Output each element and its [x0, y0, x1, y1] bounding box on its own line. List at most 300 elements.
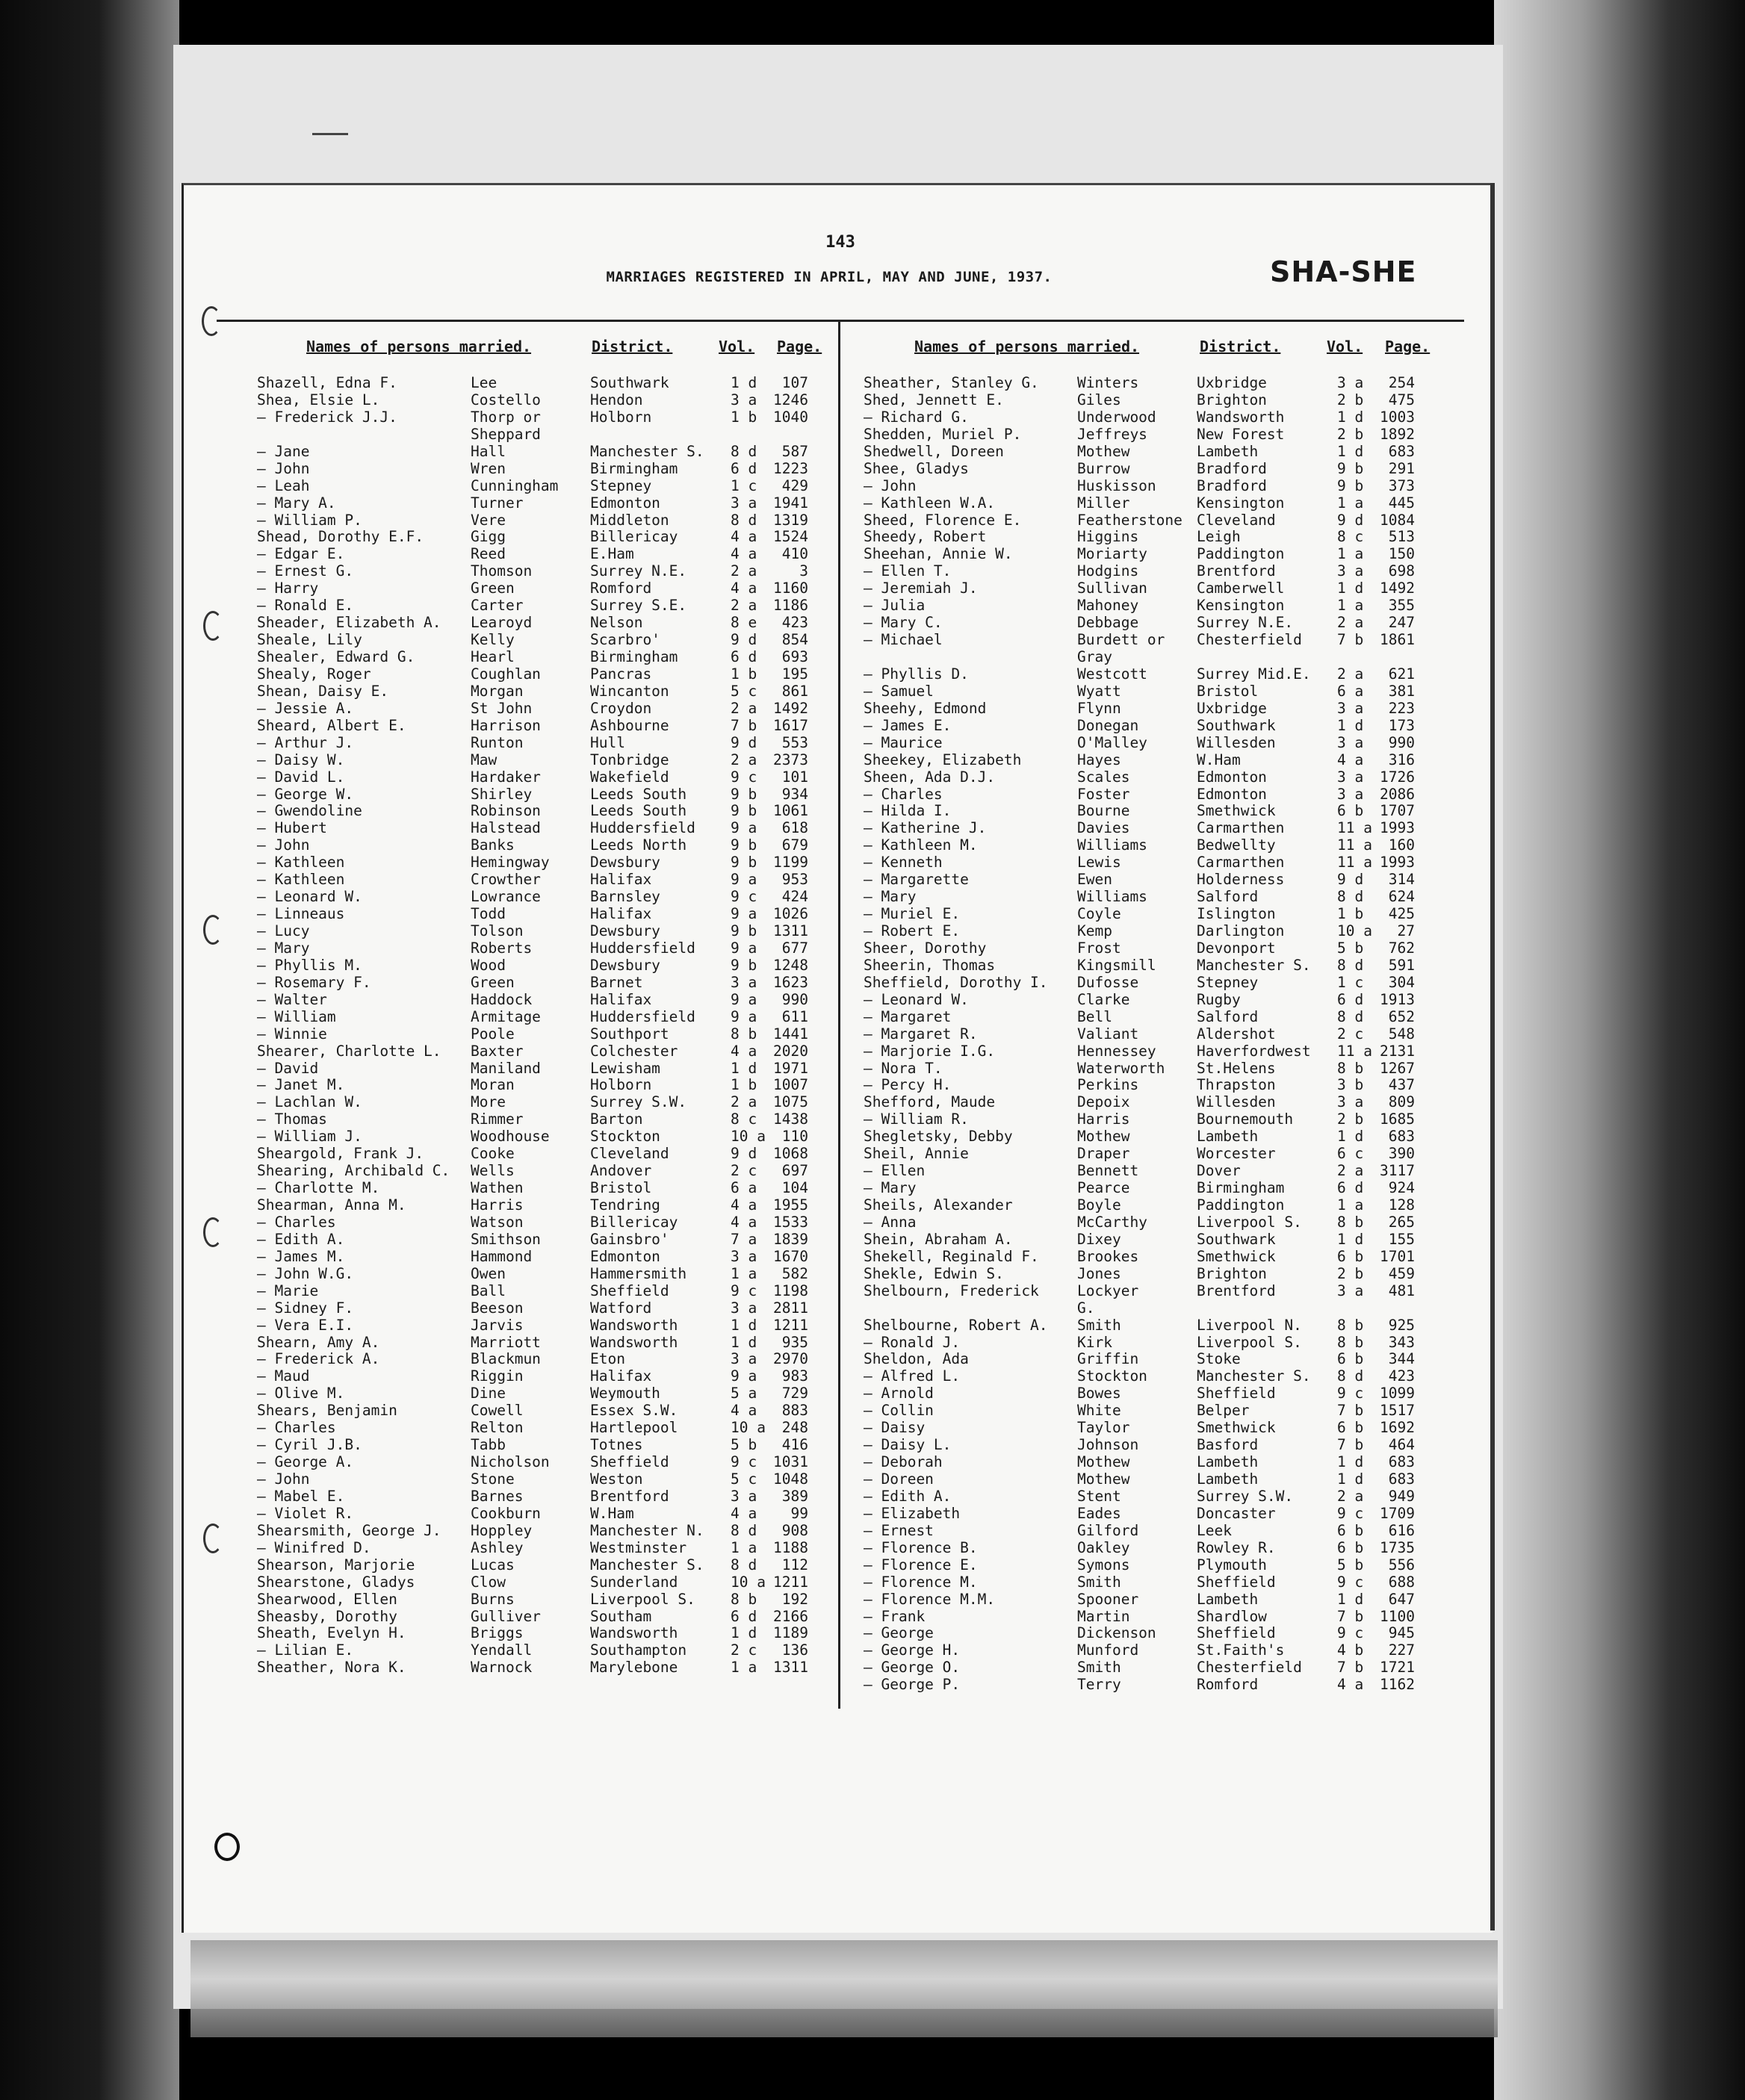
entry-district: Bradford: [1197, 459, 1267, 477]
scan-margin-right: [1494, 0, 1745, 2100]
entry-page: 128: [1388, 1196, 1415, 1214]
entry-volume: 9 a: [731, 871, 757, 889]
entry-volume: 3 a: [1337, 699, 1364, 717]
entry-spouse: Harris: [471, 1196, 524, 1214]
entry-volume: 9 b: [1337, 476, 1364, 494]
entry-page: 1186: [773, 597, 808, 615]
entry-spouse: White: [1077, 1402, 1121, 1420]
entry-page: 195: [781, 665, 808, 683]
entry-volume: 5 b: [1337, 939, 1364, 957]
entry-page: 429: [781, 476, 808, 494]
entry-name: — Phyllis D.: [864, 665, 969, 683]
register-entry: [864, 803, 1431, 820]
entry-district: New Forest: [1197, 425, 1285, 443]
entry-volume: 11 a: [1337, 836, 1372, 854]
entry-page: 1685: [1380, 1110, 1415, 1128]
register-entry: [864, 1317, 1431, 1335]
entry-name: — Mary: [864, 1179, 917, 1197]
entry-page: 1941: [773, 494, 808, 512]
register-entry: [864, 1385, 1431, 1402]
entry-spouse: Briggs: [471, 1624, 524, 1642]
entry-name: — William: [257, 1007, 336, 1025]
punch-hole-icon: [203, 1217, 223, 1247]
entry-district: Basford: [1197, 1436, 1259, 1454]
entry-volume: 4 a: [1337, 751, 1364, 768]
entry-district: Nelson: [590, 614, 643, 632]
register-entry: [257, 1368, 825, 1385]
entry-page: 1267: [1380, 1059, 1415, 1077]
entry-volume: 8 b: [1337, 1213, 1364, 1231]
register-entry: [864, 649, 1431, 666]
entry-district: Holderness: [1197, 871, 1285, 889]
entry-page: 548: [1388, 1025, 1415, 1043]
entry-volume: 9 c: [731, 1282, 757, 1299]
entry-district: Carmarthen: [1197, 819, 1285, 837]
entry-spouse: Oakley: [1077, 1538, 1130, 1556]
entry-district: Lambeth: [1197, 442, 1259, 460]
entry-name: — Mary A.: [257, 494, 336, 512]
register-entry: [257, 649, 825, 666]
register-entry: [864, 718, 1431, 735]
entry-volume: 1 d: [1337, 1453, 1364, 1471]
entry-page: 1670: [773, 1247, 808, 1265]
entry-district: Barnsley: [590, 888, 660, 906]
entry-district: Surrey Mid.E.: [1197, 665, 1311, 683]
entry-spouse: Turner: [471, 494, 524, 512]
entry-district: Eton: [590, 1350, 625, 1368]
entry-district: Barton: [590, 1110, 643, 1128]
entry-spouse: St John: [471, 699, 533, 717]
entry-page: 1026: [773, 905, 808, 923]
entry-name: — Margaret: [864, 1007, 952, 1025]
register-entry: [864, 735, 1431, 752]
entry-name: — William P.: [257, 511, 362, 529]
register-entry: [257, 752, 825, 769]
entry-page: 861: [781, 682, 808, 700]
entry-page: 459: [1388, 1264, 1415, 1282]
entry-volume: 3 a: [1337, 768, 1364, 786]
entry-name: Shearman, Anna M.: [257, 1196, 406, 1214]
entry-volume: 7 b: [1337, 1659, 1364, 1677]
entry-page: 1061: [773, 802, 808, 820]
entry-spouse: Davies: [1077, 819, 1130, 837]
register-entry: [864, 512, 1431, 529]
entry-name: — George H.: [864, 1641, 961, 1659]
entry-spouse: Lee: [471, 374, 498, 391]
entry-page: 445: [1388, 494, 1415, 512]
entry-district: Tendring: [590, 1196, 660, 1214]
register-entry: [864, 529, 1431, 546]
entry-volume: 1 d: [1337, 1230, 1364, 1248]
entry-name: Sheil, Annie: [864, 1145, 969, 1163]
entry-district: Middleton: [590, 511, 669, 529]
entry-name: Shee, Gladys: [864, 459, 969, 477]
entry-district: Uxbridge: [1197, 374, 1267, 391]
register-entry: [864, 1180, 1431, 1197]
register-entry: [257, 1249, 825, 1266]
entry-district: Kensington: [1197, 597, 1285, 615]
entry-district: Hull: [590, 733, 625, 751]
register-entry: [864, 1249, 1431, 1266]
register-entry: [257, 1335, 825, 1352]
entry-spouse: Tabb: [471, 1436, 506, 1454]
entry-volume: 9 c: [1337, 1624, 1364, 1642]
entry-district: Carmarthen: [1197, 854, 1285, 872]
register-entry: [864, 769, 1431, 786]
entry-spouse: Kelly: [471, 631, 515, 649]
entry-page: 155: [1388, 1230, 1415, 1248]
register-entry: [257, 444, 825, 461]
entry-page: 624: [1388, 888, 1415, 906]
register-entry: [864, 1540, 1431, 1557]
entry-name: Shears, Benjamin: [257, 1402, 397, 1420]
entry-page: 1189: [773, 1624, 808, 1642]
entry-name: — Winnie: [257, 1025, 327, 1043]
entry-page: 389: [781, 1487, 808, 1505]
entry-district: Surrey N.E.: [590, 562, 687, 580]
entry-name: — Harry: [257, 580, 319, 597]
register-entry: [864, 975, 1431, 992]
entry-district: Holborn: [590, 1076, 652, 1094]
entry-page: 762: [1388, 939, 1415, 957]
entry-page: 1971: [773, 1059, 808, 1077]
register-entry: [257, 1146, 825, 1163]
entry-district: Lewisham: [590, 1059, 660, 1077]
register-entry: [257, 1609, 825, 1626]
entry-name: — Hilda I.: [864, 802, 952, 820]
entry-volume: 9 d: [731, 631, 757, 649]
entry-name: — Olive M.: [257, 1385, 345, 1402]
entry-volume: 2 a: [1337, 665, 1364, 683]
entry-name: — Margarette: [864, 871, 969, 889]
entry-spouse: Pearce: [1077, 1179, 1130, 1197]
entry-district: Stepney: [1197, 973, 1259, 991]
entry-spouse: Green: [471, 973, 515, 991]
entry-district: Stockton: [590, 1128, 660, 1146]
entry-district: Birmingham: [590, 648, 678, 665]
register-entry: [864, 478, 1431, 495]
entry-page: 1319: [773, 511, 808, 529]
entry-page: 587: [781, 442, 808, 460]
entry-district: Aldershot: [1197, 1025, 1276, 1043]
entry-name: — Walter: [257, 990, 327, 1008]
entry-district: Surrey S.E.: [590, 597, 687, 615]
entry-name: — George A.: [257, 1453, 354, 1471]
entry-district: Brentford: [590, 1487, 669, 1505]
register-entry: [864, 375, 1431, 392]
entry-spouse: Banks: [471, 836, 515, 854]
entry-district: Bristol: [1197, 682, 1259, 700]
entry-spouse: Gilford: [1077, 1521, 1139, 1539]
entry-name: — Arthur J.: [257, 733, 354, 751]
register-entry: [257, 1077, 825, 1094]
register-entry: [257, 478, 825, 495]
entry-page: 304: [1388, 973, 1415, 991]
entry-name: — Anna: [864, 1213, 917, 1231]
register-entry: [257, 1094, 825, 1111]
register-entry: [864, 1300, 1431, 1317]
entry-page: 1162: [1380, 1676, 1415, 1694]
register-entry: [864, 1659, 1431, 1677]
entry-district: Scarbro': [590, 631, 660, 649]
entry-volume: 9 b: [731, 785, 757, 803]
col-header-vol: Vol.: [719, 338, 755, 355]
entry-name: — William R.: [864, 1110, 969, 1128]
entry-volume: 7 b: [731, 716, 757, 734]
entry-spouse: Lucas: [471, 1556, 515, 1574]
entry-page: 683: [1388, 1453, 1415, 1471]
entry-volume: 8 b: [731, 1025, 757, 1043]
register-entry: [257, 872, 825, 889]
entry-spouse: Burdett or: [1077, 631, 1165, 649]
entry-name: Sheargold, Frank J.: [257, 1145, 424, 1163]
register-entry: [257, 1317, 825, 1335]
entry-page: 591: [1388, 956, 1415, 974]
entry-spouse: Miller: [1077, 494, 1130, 512]
entry-spouse: Coughlan: [471, 665, 541, 683]
entry-volume: 6 c: [1337, 1145, 1364, 1163]
entry-district: Wandsworth: [590, 1333, 678, 1351]
entry-volume: 9 b: [731, 956, 757, 974]
col-header-district: District.: [592, 338, 673, 355]
entry-name: Sheather, Nora K.: [257, 1659, 406, 1677]
entry-volume: 9 b: [731, 922, 757, 939]
register-entry: [864, 752, 1431, 769]
register-entry: [257, 1266, 825, 1283]
entry-spouse: Robinson: [471, 802, 541, 820]
entry-name: — Frederick J.J.: [257, 408, 397, 426]
header-rule: [217, 320, 1464, 322]
entry-volume: 1 a: [731, 1264, 757, 1282]
entry-spouse: Reed: [471, 545, 506, 563]
entry-name: — Mary: [257, 939, 310, 957]
entry-spouse: Rimmer: [471, 1110, 524, 1128]
entry-volume: 6 b: [1337, 1247, 1364, 1265]
entry-page: 1211: [773, 1573, 808, 1591]
entry-spouse: Mothew: [1077, 1470, 1130, 1488]
entry-volume: 6 d: [731, 459, 757, 477]
entry-name: — Edgar E.: [257, 545, 345, 563]
entry-spouse: Halstead: [471, 819, 541, 837]
entry-spouse: Frost: [1077, 939, 1121, 957]
entry-spouse: Debbage: [1077, 614, 1139, 632]
entry-spouse: Terry: [1077, 1676, 1121, 1694]
register-entry: [864, 1609, 1431, 1626]
entry-volume: 6 d: [731, 648, 757, 665]
entry-spouse: Underwood: [1077, 408, 1156, 426]
entry-volume: 8 d: [1337, 1007, 1364, 1025]
entry-page: 150: [1388, 545, 1415, 563]
entry-district: Cleveland: [1197, 511, 1276, 529]
entry-page: 1223: [773, 459, 808, 477]
entry-volume: 2 b: [1337, 425, 1364, 443]
entry-spouse: Lewis: [1077, 854, 1121, 872]
entry-page: 265: [1388, 1213, 1415, 1231]
register-entry: [864, 1454, 1431, 1471]
entry-page: 556: [1388, 1556, 1415, 1574]
register-entry: [864, 1351, 1431, 1368]
entry-page: 683: [1388, 1128, 1415, 1146]
entry-page: 1517: [1380, 1402, 1415, 1420]
register-entry: [864, 426, 1431, 444]
entry-spouse: Kemp: [1077, 922, 1112, 939]
entry-district: Liverpool N.: [1197, 1316, 1302, 1334]
entry-district: Huddersfield: [590, 1007, 695, 1025]
entry-name: Shealer, Edward G.: [257, 648, 415, 665]
register-entry: [864, 1437, 1431, 1454]
entry-name: — Florence M.M.: [864, 1590, 996, 1608]
register-entry: [257, 1557, 825, 1574]
entry-name: — Deborah: [864, 1453, 943, 1471]
register-entry: [257, 700, 825, 718]
entry-volume: 9 a: [731, 1007, 757, 1025]
col-header-page: Page.: [1385, 338, 1431, 355]
entry-spouse: Cooke: [471, 1145, 515, 1163]
entry-spouse: Shirley: [471, 785, 533, 803]
entry-spouse: Huskisson: [1077, 476, 1156, 494]
register-entry: [257, 409, 825, 426]
entry-district: Manchester S.: [1197, 1367, 1311, 1385]
entry-page: 1617: [773, 716, 808, 734]
entry-name: — Michael: [864, 631, 943, 649]
register-entry: [257, 1506, 825, 1523]
entry-district: Wandsworth: [590, 1316, 678, 1334]
entry-page: 423: [781, 614, 808, 632]
entry-name: Shelbourn, Frederick: [864, 1282, 1039, 1299]
register-entry: [257, 1471, 825, 1488]
entry-volume: 9 d: [1337, 511, 1364, 529]
entry-page: 688: [1388, 1573, 1415, 1591]
register-entry: [257, 563, 825, 580]
entry-spouse: Sullivan: [1077, 580, 1147, 597]
entry-spouse: Wells: [471, 1162, 515, 1180]
register-entry: [864, 444, 1431, 461]
entry-page: 2086: [1380, 785, 1415, 803]
entry-district: Halifax: [590, 1367, 652, 1385]
entry-name: Sheasby, Dorothy: [257, 1607, 397, 1625]
entry-spouse: Cowell: [471, 1402, 524, 1420]
entry-name: Sheer, Dorothy: [864, 939, 987, 957]
entry-spouse: Blackmun: [471, 1350, 541, 1368]
register-entry: [257, 1214, 825, 1231]
register-entry: [864, 1557, 1431, 1574]
entry-volume: 10 a: [731, 1128, 766, 1146]
entry-district: Pancras: [590, 665, 652, 683]
entry-spouse: Todd: [471, 905, 506, 923]
entry-volume: 6 d: [1337, 1179, 1364, 1197]
column-divider: [838, 320, 840, 1709]
entry-name: — Thomas: [257, 1110, 327, 1128]
entry-volume: 9 d: [731, 733, 757, 751]
entry-page: 854: [781, 631, 808, 649]
entry-name: — Janet M.: [257, 1076, 345, 1094]
entry-page: 945: [1388, 1624, 1415, 1642]
register-entry: [864, 1523, 1431, 1540]
entry-spouse: Gray: [1077, 648, 1112, 665]
entry-name: — Charles: [257, 1419, 336, 1437]
register-entry: [257, 1351, 825, 1368]
entry-page: 192: [781, 1590, 808, 1608]
entry-name: — John: [864, 476, 917, 494]
entry-district: Southampton: [590, 1641, 687, 1659]
entry-page: 437: [1388, 1076, 1415, 1094]
entry-volume: 9 a: [731, 1367, 757, 1385]
entry-district: Halifax: [590, 871, 652, 889]
entry-page: 1048: [773, 1470, 808, 1488]
entry-spouse: Relton: [471, 1419, 524, 1437]
entry-district: Billericay: [590, 528, 678, 546]
entry-volume: 8 d: [731, 511, 757, 529]
entry-page: 953: [781, 871, 808, 889]
entry-name: — Lilian E.: [257, 1641, 354, 1659]
entry-page: 1246: [773, 391, 808, 408]
entry-district: Leeds South: [590, 785, 687, 803]
entry-name: Shearstone, Gladys: [257, 1573, 415, 1591]
entry-name: Shearsmith, George J.: [257, 1521, 441, 1539]
entry-spouse: Stone: [471, 1470, 515, 1488]
entry-spouse: Hayes: [1077, 751, 1121, 768]
entry-name: Sheffield, Dorothy I.: [864, 973, 1048, 991]
entry-district: Huddersfield: [590, 939, 695, 957]
entry-name: — John W.G.: [257, 1264, 354, 1282]
entry-page: 248: [781, 1419, 808, 1437]
entry-volume: 3 a: [731, 1350, 757, 1368]
entry-district: Surrey S.W.: [590, 1093, 687, 1111]
entry-page: 425: [1388, 905, 1415, 923]
register-entry: [864, 546, 1431, 563]
entry-page: 223: [1388, 699, 1415, 717]
entry-spouse: Spooner: [1077, 1590, 1139, 1608]
entry-name: Shea, Elsie L.: [257, 391, 380, 408]
entry-district: Rowley R.: [1197, 1538, 1276, 1556]
entry-district: Surrey S.W.: [1197, 1487, 1294, 1505]
register-entry: [864, 889, 1431, 906]
entry-volume: 3 a: [731, 1247, 757, 1265]
entry-district: Barnet: [590, 973, 643, 991]
entry-spouse: Smithson: [471, 1230, 541, 1248]
entry-spouse: Stockton: [1077, 1367, 1147, 1385]
entry-name: — John: [257, 836, 310, 854]
entry-spouse: Thorp or: [471, 408, 541, 426]
entry-volume: 6 b: [1337, 1521, 1364, 1539]
entry-name: — Florence E.: [864, 1556, 978, 1574]
entry-volume: 1 a: [1337, 1196, 1364, 1214]
register-entry: [257, 1009, 825, 1026]
register-entry: [864, 957, 1431, 975]
entry-spouse: Draper: [1077, 1145, 1130, 1163]
entry-spouse: Munford: [1077, 1641, 1139, 1659]
entry-spouse: Ashley: [471, 1538, 524, 1556]
entry-district: Edmonton: [1197, 768, 1267, 786]
entry-spouse: Crowther: [471, 871, 541, 889]
entry-name: — Marie: [257, 1282, 319, 1299]
register-entry: [864, 1283, 1431, 1300]
entry-spouse: Wren: [471, 459, 506, 477]
entry-volume: 4 a: [731, 1196, 757, 1214]
register-entry: [257, 940, 825, 957]
entry-spouse: Griffin: [1077, 1350, 1139, 1368]
entry-district: Weston: [590, 1470, 643, 1488]
entry-district: Dewsbury: [590, 854, 660, 872]
entry-name: — Julia: [864, 597, 926, 615]
entry-spouse: Dufosse: [1077, 973, 1139, 991]
entry-spouse: Woodhouse: [471, 1128, 550, 1146]
register-entry: [864, 1009, 1431, 1026]
entry-page: 1211: [773, 1316, 808, 1334]
entry-spouse: Depoix: [1077, 1093, 1130, 1111]
entry-volume: 6 d: [731, 1607, 757, 1625]
entry-spouse: Hemingway: [471, 854, 550, 872]
